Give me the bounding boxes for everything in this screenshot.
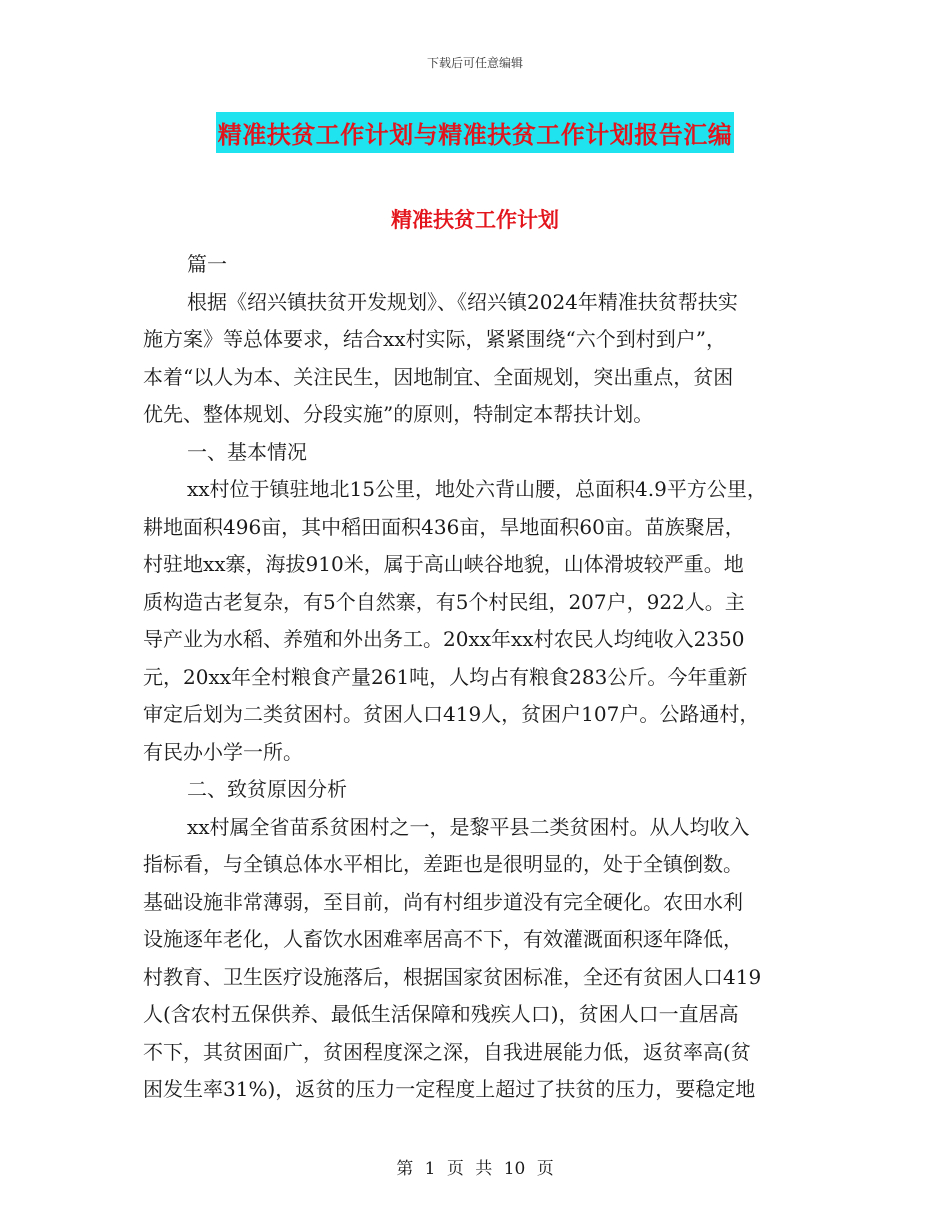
header-note: 下载后可任意编辑: [426, 56, 523, 70]
text-line: xx村位于镇驻地北15公里，地处六背山腰，总面积4.9平方公里，: [187, 477, 767, 501]
main-title-container: [0, 112, 950, 153]
page-prefix: 第: [396, 1159, 414, 1179]
text-line: 元，20xx年全村粮食产量261吨，人均占有粮食283公斤。今年重新: [143, 664, 748, 689]
text-line: 基础设施非常薄弱，至目前，尚有村组步道没有完全硬化。农田水利: [143, 889, 743, 914]
text-line: 二、致贫原因分析: [187, 777, 347, 801]
text-line: 耕地面积496亩，其中稻田面积436亩，旱地面积60亩。苗族聚居，: [143, 514, 745, 539]
text-line: 设施逐年老化，人畜饮水困难率居高不下，有效灌溉面积逐年降低，: [143, 927, 743, 951]
text-line: 有民办小学一所。: [143, 739, 303, 764]
text-line: xx村属全省苗系贫困村之一，是黎平县二类贫困村。从人均收入: [187, 814, 750, 839]
page-mid: 页: [446, 1159, 464, 1179]
text-line: 审定后划为二类贫困村。贫困人口419人，贫困户107户。公路通村，: [143, 702, 760, 726]
main-title: 精准扶贫工作计划与精准扶贫工作计划报告汇编: [216, 112, 735, 153]
section-title: 精准扶贫工作计划: [391, 208, 559, 232]
text-line: 导产业为水稻、养殖和外出务工。20xx年xx村农民人均纯收入2350: [143, 627, 745, 651]
total-prefix: 共: [475, 1159, 493, 1179]
page-suffix: 页: [536, 1159, 554, 1179]
text-line: 村驻地xx寨，海拔910米，属于高山峡谷地貌，山体滑坡较严重。地: [143, 552, 744, 576]
text-line: 一、基本情况: [187, 439, 307, 464]
text-line: 施方案》等总体要求，结合xx村实际，紧紧围绕“六个到村到户”，: [143, 327, 727, 351]
text-line: 篇一: [187, 252, 227, 276]
document-body: [143, 246, 823, 1109]
text-line: 质构造古老复杂，有5个自然寨，有5个村民组，207户，922人。主: [143, 589, 745, 614]
text-line: 不下，其贫困面广，贫困程度深之深，自我进展能力低，返贫率高(贫: [143, 1039, 751, 1064]
text-line: 本着“以人为本、关注民生，因地制宜、全面规划，突出重点，贫困: [143, 364, 734, 389]
page-footer: [0, 1154, 950, 1179]
total-pages-number: 10: [503, 1159, 526, 1179]
text-line: 人(含农村五保供养、最低生活保障和残疾人口)，贫困人口一直居高: [143, 1002, 739, 1026]
text-line: 优先、整体规划、分段实施”的原则，特制定本帮扶计划。: [143, 402, 654, 426]
text-line: 根据《绍兴镇扶贫开发规划》、《绍兴镇2024年精准扶贫帮扶实: [187, 289, 738, 314]
current-page-number: 1: [424, 1159, 436, 1179]
text-line: 指标看，与全镇总体水平相比，差距也是很明显的，处于全镇倒数。: [143, 852, 743, 876]
text-line: 困发生率31%)，返贫的压力一定程度上超过了扶贫的压力，要稳定地: [143, 1077, 756, 1101]
text-line: 村教育、卫生医疗设施落后，根据国家贫困标准，全还有贫困人口419: [143, 964, 762, 989]
